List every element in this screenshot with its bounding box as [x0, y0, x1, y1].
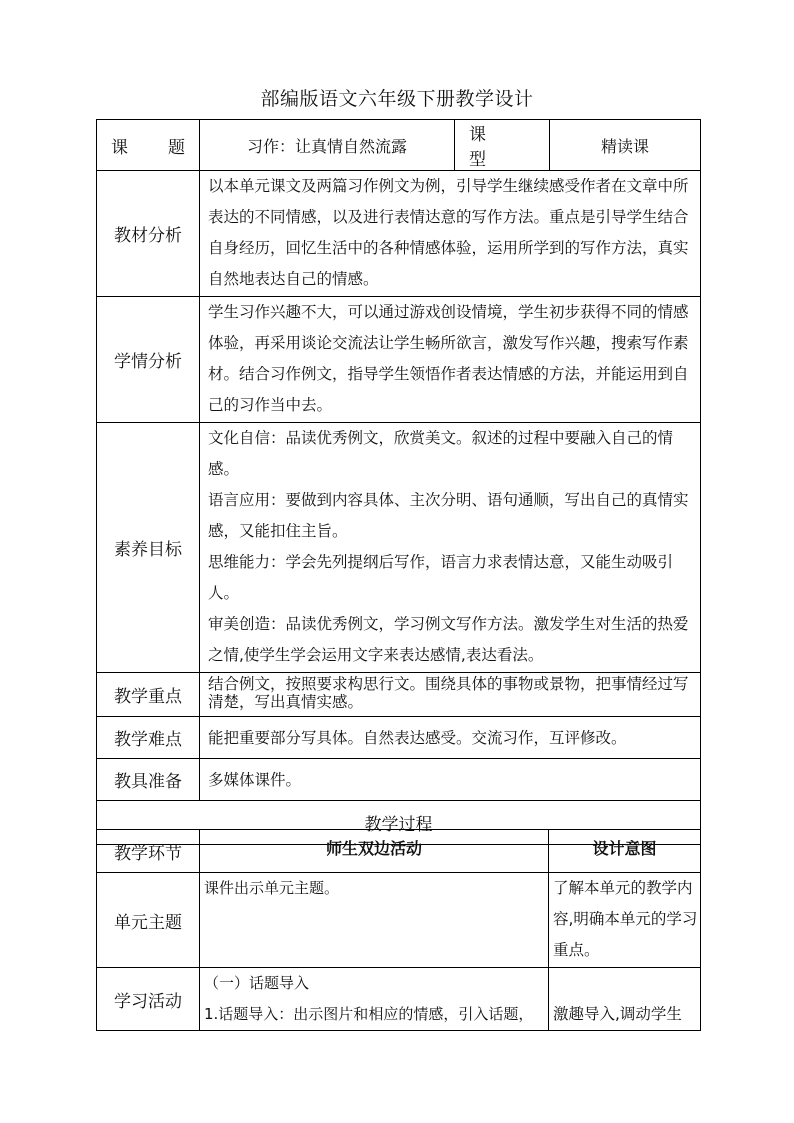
textbook-analysis-row [97, 171, 701, 297]
stage-learning-activity: 学习活动 [97, 968, 200, 1031]
materials-row [97, 759, 701, 801]
goal-culture: 文化自信：品读优秀例文，欣赏美文。叙述的过程中要融入自己的情感。 [208, 429, 674, 478]
student-analysis-row [97, 297, 701, 423]
student-analysis-text: 学生习作兴趣不大，可以通过游戏创设情境，学生初步获得不同的情感体验，再采用谈论交流法让学生畅所欲言，激发写作兴趣，搜索写作素材。结合习作例文，指导学生领悟作者表达情感的方法，并能运用到自己的习作当中去。 [200, 297, 701, 423]
document-title: 部编版语文六年级下册教学设计 [260, 88, 534, 110]
materials-text: 多媒体课件。 [200, 759, 701, 801]
difficulties-label: 教学难点 [97, 717, 200, 759]
goal-aesthetics: 审美创造：品读优秀例文，学习例文写作方法。激发学生对生活的热爱之情,使学生学会运用文字来表达感情,表达看法。 [208, 615, 689, 664]
process-header-row [97, 830, 701, 873]
materials-label: 教具准备 [97, 759, 200, 801]
stage-unit-theme: 单元主题 [97, 873, 200, 968]
activity-column-header: 师生双边活动 [200, 830, 549, 873]
activity-learning [200, 968, 549, 1031]
process-title: 教学过程 [97, 801, 701, 845]
activity-text: 1.话题导入：出示图片和相应的情感，引入话题， [204, 1005, 534, 1023]
type-label: 课 型 [455, 120, 550, 171]
key-points-text: 结合例文，按照要求构思行文。围绕具体的事物或景物，把事情经过写清楚，写出真情实感。 [200, 673, 701, 717]
lesson-row [97, 120, 701, 171]
goal-language: 语言应用：要做到内容具体、主次分明、语句通顺，写出自己的真情实感，又能扣住主旨。 [208, 491, 689, 540]
intent-learning: 激趣导入,调动学生 [549, 968, 701, 1031]
activity-heading: （一）话题导入 [204, 974, 310, 992]
key-points-row [97, 673, 701, 717]
process-table [96, 829, 701, 1031]
textbook-analysis-label: 教材分析 [97, 171, 200, 297]
goal-thinking: 思维能力：学会先列提纲后写作，语言力求表情达意，又能生动吸引人。 [208, 553, 674, 602]
literacy-goals-label: 素养目标 [97, 423, 200, 673]
intent-unit-theme: 了解本单元的教学内容,明确本单元的学习重点。 [549, 873, 701, 968]
lesson-label: 课 题 [97, 120, 200, 171]
process-row [97, 968, 701, 1031]
student-analysis-label: 学情分析 [97, 297, 200, 423]
literacy-goals-row [97, 423, 701, 673]
activity-unit-theme: 课件出示单元主题。 [200, 873, 549, 968]
intent-column-header: 设计意图 [549, 830, 701, 873]
textbook-analysis-text: 以本单元课文及两篇习作例文为例，引导学生继续感受作者在文章中所表达的不同情感，以及进行表情达意的写作方法。重点是引导学生结合自身经历，回忆生活中的各种情感体验，运用所学到的写作方法，真实自然地表达自己的情感。 [200, 171, 701, 297]
lesson-plan-table [96, 119, 701, 845]
type-value: 精读课 [550, 120, 701, 171]
difficulties-text: 能把重要部分写具体。自然表达感受。交流习作，互评修改。 [200, 717, 701, 759]
process-row [97, 873, 701, 968]
key-points-label: 教学重点 [97, 673, 200, 717]
difficulties-row [97, 717, 701, 759]
stage-column-header: 教学环节 [97, 830, 200, 873]
lesson-value: 习作：让真情自然流露 [200, 120, 455, 171]
literacy-goals-content [200, 423, 701, 673]
